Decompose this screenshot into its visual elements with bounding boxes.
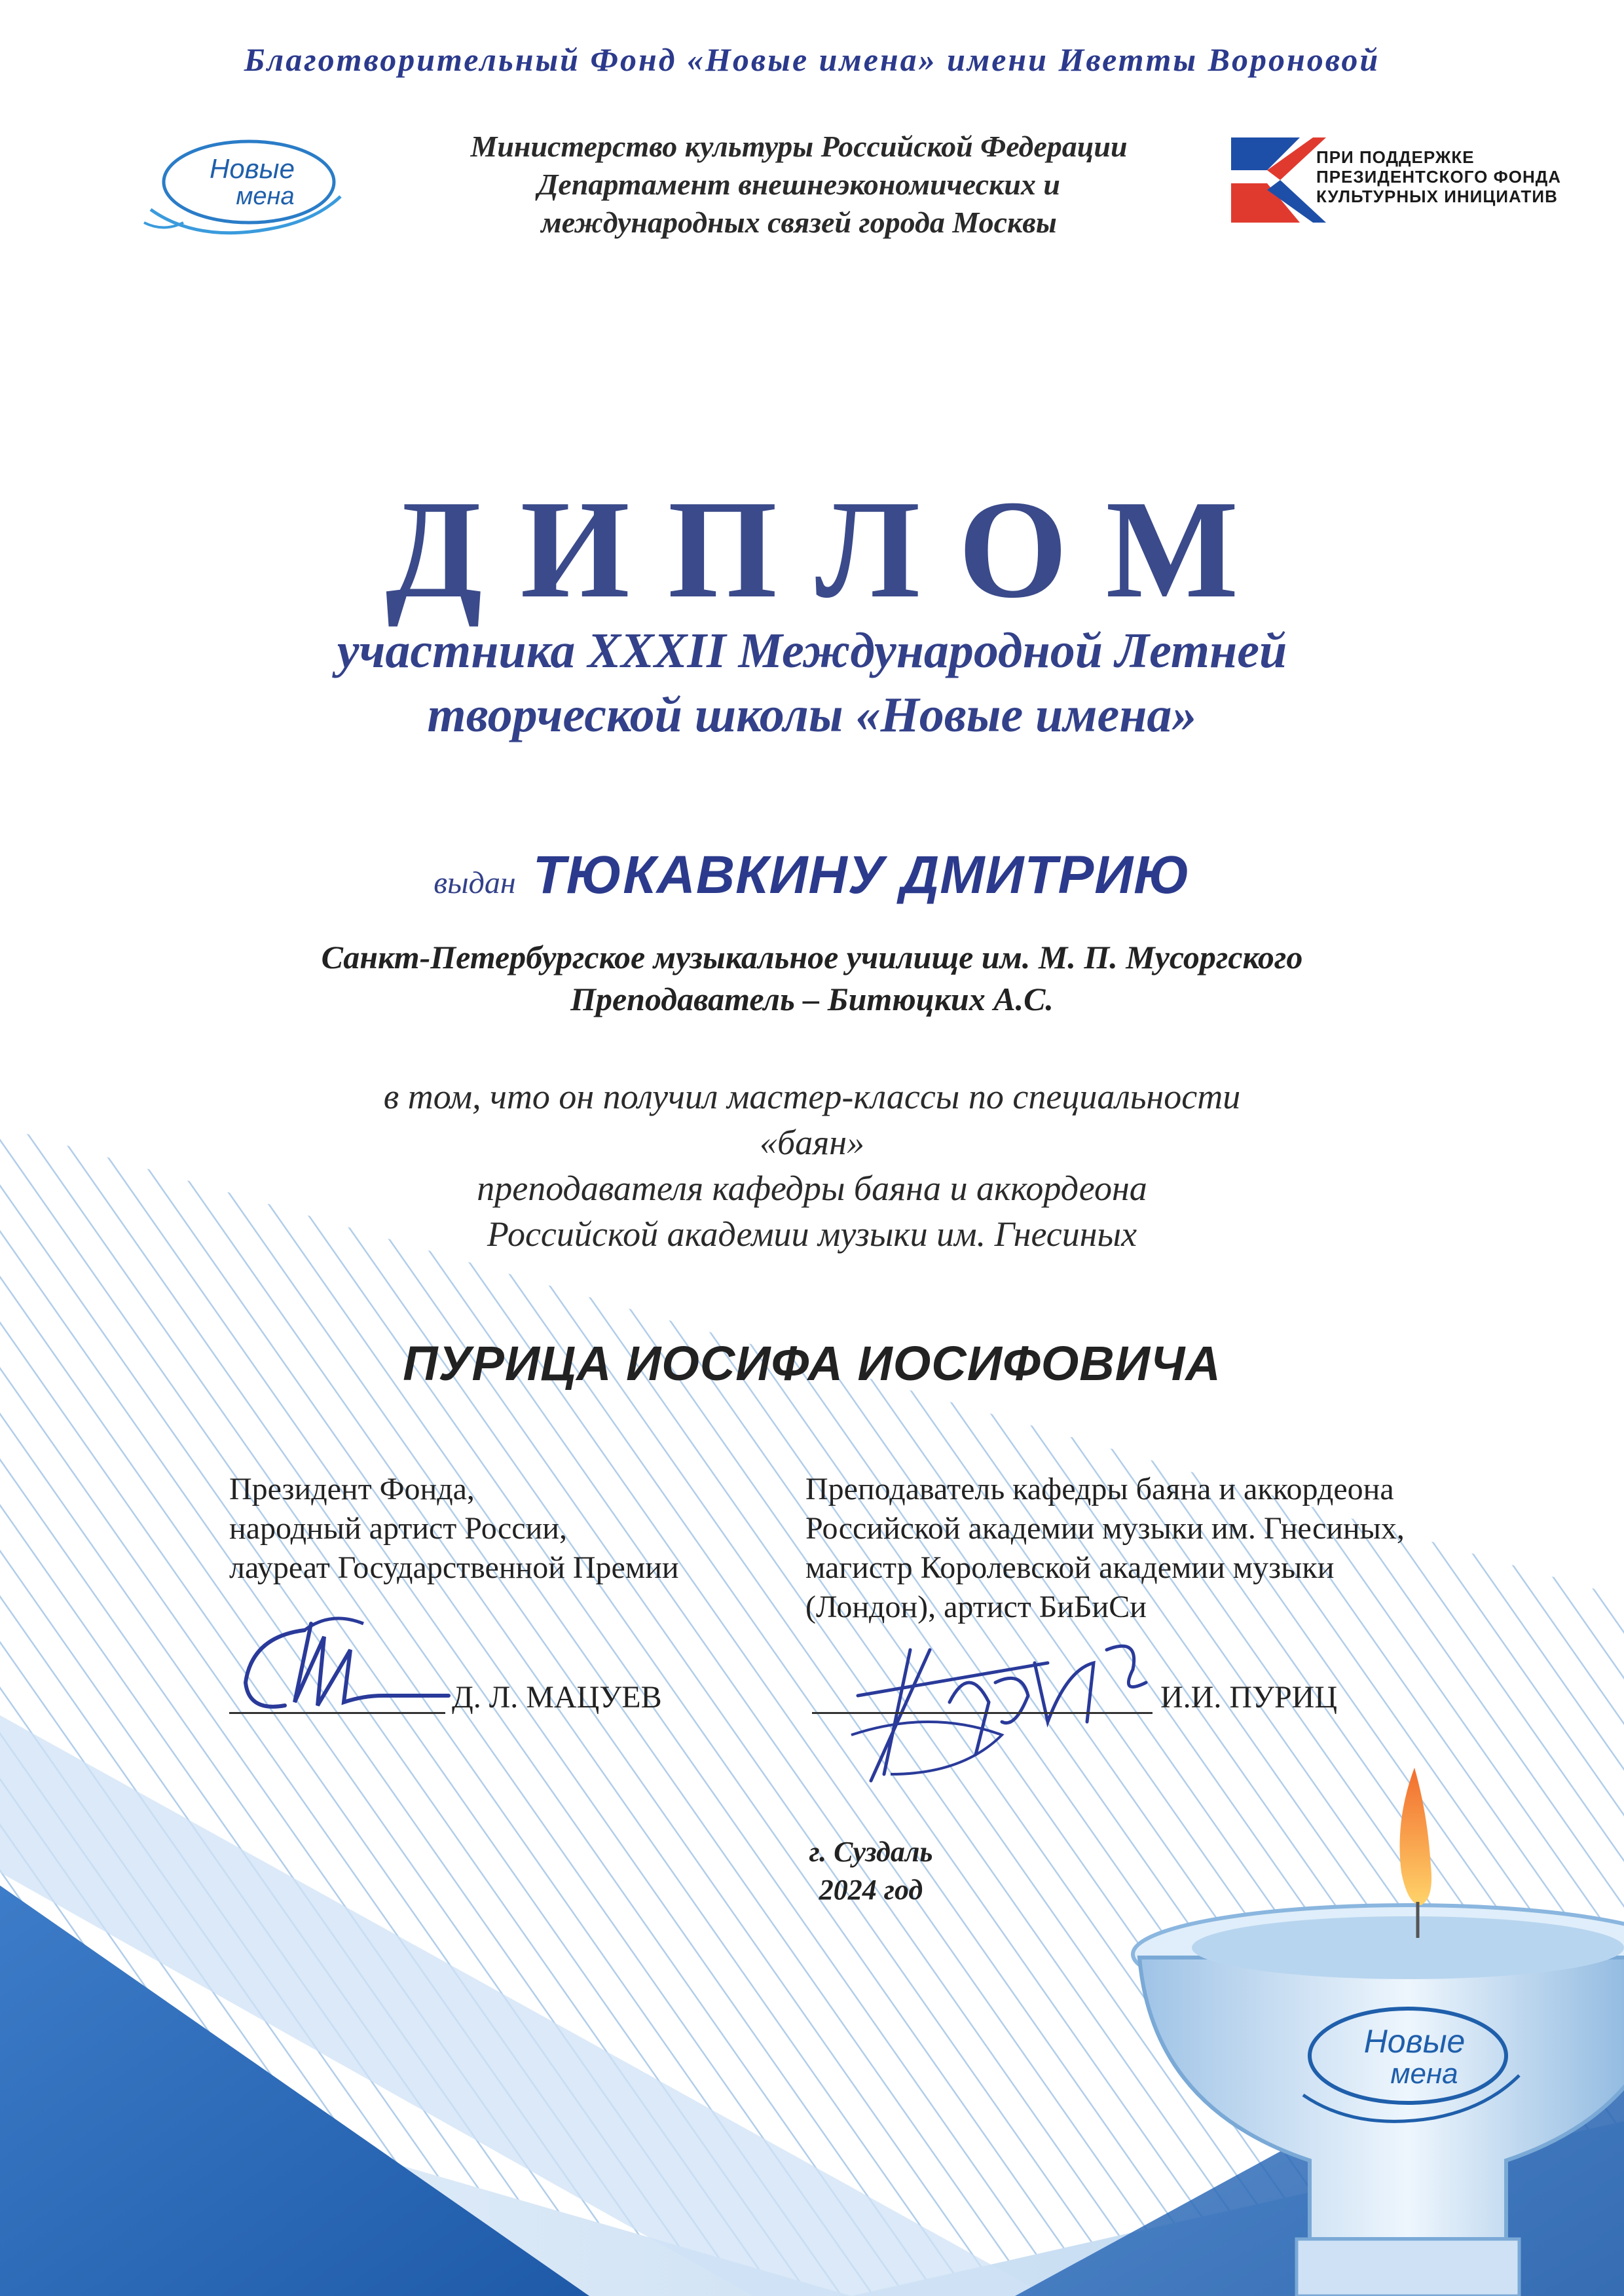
signatory-title-line: магистр Королевской академии музыки [805,1550,1335,1585]
school-block [0,936,1624,1020]
issued-word: выдан [434,866,516,900]
school-line: Санкт-Петербургское музыкальное училище им. М. П. Мусоргского [321,939,1303,975]
left-signature-line [229,1712,445,1714]
left-handwritten-signature [232,1597,481,1728]
new-names-logo-bottom [1277,1990,1539,2141]
pfki-line: КУЛЬТУРНЫХ ИНИЦИАТИВ [1316,187,1558,206]
diploma-body [0,1074,1624,1257]
svg-text:Новые: Новые [1363,2023,1466,2060]
teacher-line: Преподаватель – Битюцких А.С. [570,981,1054,1017]
diploma-title: ДИПЛОМ [385,471,1277,627]
recipient-name: ТЮКАВКИНУ ДМИТРИЮ [532,845,1190,905]
body-line: «баян» [759,1123,865,1162]
left-signatory-titles [229,1470,679,1588]
pfki-line: ПРЕЗИДЕНТСКОГО ФОНДА [1316,167,1562,187]
body-line: преподавателя кафедры баяна и аккордеона [477,1169,1147,1208]
master-name: ПУРИЦА ИОСИФА ИОСИФОВИЧА [403,1336,1221,1391]
ministry-line: Департамент внешнеэкономических и [537,168,1060,201]
diploma-subtitle [0,619,1624,747]
signatory-title-line: Преподаватель кафедры баяна и аккордеона [805,1472,1394,1506]
place-date [707,1833,1035,1909]
left-signatory-name: Д. Л. МАЦУЕВ [452,1680,662,1715]
place: г. Суздаль [809,1836,933,1868]
subtitle-line: творческой школы «Новые имена» [427,687,1197,742]
right-signatory-name: И.И. ПУРИЦ [1160,1680,1337,1715]
signatory-title-line: Российской академии музыки им. Гнесиных, [805,1511,1405,1546]
svg-text:мена: мена [236,183,295,210]
right-signature-line [812,1712,1153,1714]
signatory-title-line: народный артист России, [229,1511,567,1546]
right-handwritten-signature [832,1624,1172,1794]
issued-row [0,845,1624,906]
pfki-line: ПРИ ПОДДЕРЖКЕ [1316,147,1475,167]
year: 2024 год [819,1874,923,1906]
svg-text:Новые: Новые [210,153,295,184]
signatory-title-line: (Лондон), артист БиБиСи [805,1590,1147,1624]
subtitle-line: участника XXXII Международной Летней [337,623,1287,678]
signatory-title-line: Президент Фонда, [229,1472,475,1506]
ministry-line: международных связей города Москвы [541,206,1057,239]
ministry-block [432,128,1166,242]
svg-text:мена: мена [1390,2058,1458,2090]
body-line: Российской академии музыки им. Гнесиных [487,1214,1137,1254]
presidential-fund-text [1316,147,1561,206]
right-signatory-titles [805,1470,1405,1627]
foundation-title: Благотворительный Фонд «Новые имена» имени Иветты Вороновой [244,41,1380,78]
new-names-logo [138,131,354,242]
body-line: в том, что он получил мастер-классы по специальности [383,1077,1241,1116]
signatory-title-line: лауреат Государственной Премии [229,1550,679,1585]
ministry-line: Министерство культуры Российской Федерации [470,130,1128,163]
